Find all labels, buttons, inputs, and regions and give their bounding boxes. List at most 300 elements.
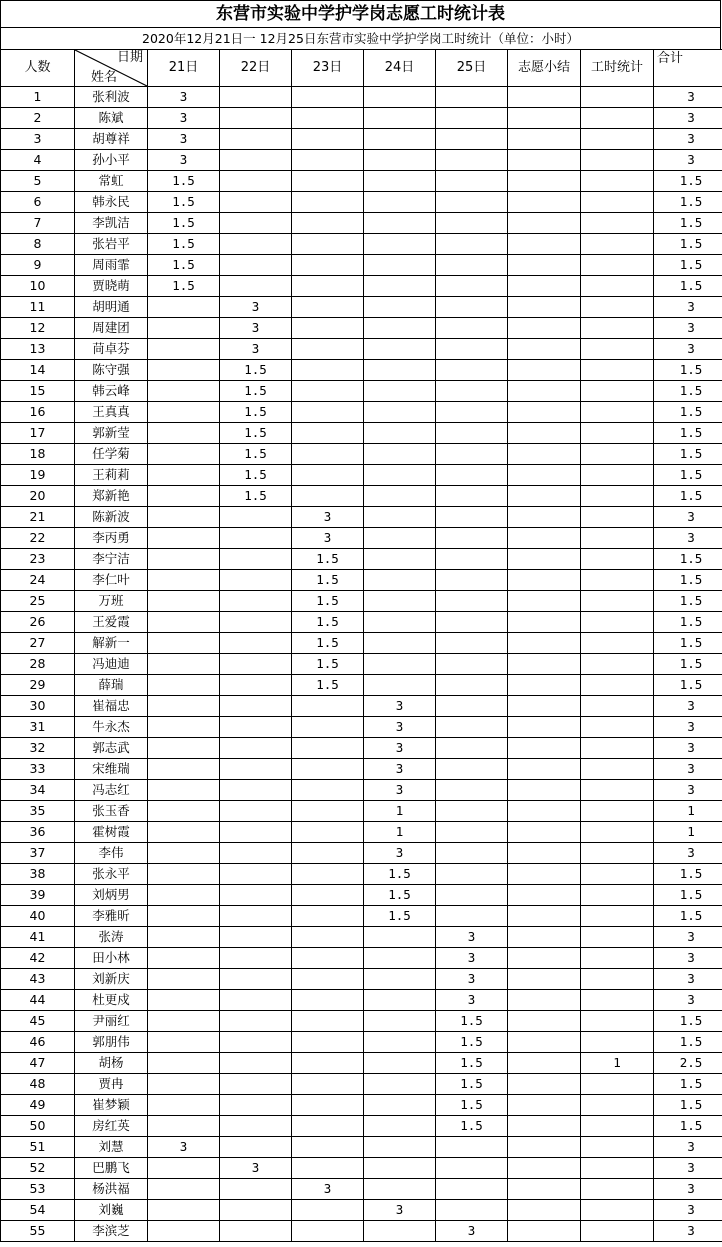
- row-name[interactable]: 杜更戍: [75, 990, 148, 1011]
- row-name[interactable]: 薛瑞: [75, 675, 148, 696]
- row-day-21[interactable]: [148, 759, 220, 780]
- row-day-25[interactable]: 1.5: [436, 1011, 508, 1032]
- row-name[interactable]: 张涛: [75, 927, 148, 948]
- row-hours[interactable]: [581, 108, 654, 129]
- row-day-25[interactable]: 3: [436, 927, 508, 948]
- row-name[interactable]: 崔梦颖: [75, 1095, 148, 1116]
- row-day-25[interactable]: [436, 906, 508, 927]
- row-hours[interactable]: [581, 885, 654, 906]
- row-index[interactable]: 34: [1, 780, 75, 801]
- row-summary[interactable]: [508, 276, 581, 297]
- row-summary[interactable]: [508, 780, 581, 801]
- row-hours[interactable]: [581, 654, 654, 675]
- row-index[interactable]: 28: [1, 654, 75, 675]
- row-day-25[interactable]: [436, 213, 508, 234]
- row-day-24[interactable]: [364, 1053, 436, 1074]
- row-day-23[interactable]: 1.5: [292, 633, 364, 654]
- row-hours[interactable]: [581, 129, 654, 150]
- row-day-23[interactable]: [292, 801, 364, 822]
- row-hours[interactable]: [581, 1074, 654, 1095]
- row-total[interactable]: 3: [654, 780, 722, 801]
- row-summary[interactable]: [508, 1053, 581, 1074]
- row-hours[interactable]: [581, 255, 654, 276]
- row-total[interactable]: 1.5: [654, 906, 722, 927]
- row-total[interactable]: 3: [654, 1137, 722, 1158]
- row-summary[interactable]: [508, 1032, 581, 1053]
- row-summary[interactable]: [508, 1137, 581, 1158]
- row-day-23[interactable]: 3: [292, 528, 364, 549]
- row-day-22[interactable]: [220, 1200, 292, 1221]
- row-summary[interactable]: [508, 402, 581, 423]
- row-day-21[interactable]: [148, 1200, 220, 1221]
- row-summary[interactable]: [508, 150, 581, 171]
- row-hours[interactable]: [581, 1137, 654, 1158]
- row-day-23[interactable]: [292, 1200, 364, 1221]
- row-day-24[interactable]: 1: [364, 801, 436, 822]
- row-summary[interactable]: [508, 297, 581, 318]
- row-name[interactable]: 孙小平: [75, 150, 148, 171]
- row-index[interactable]: 52: [1, 1158, 75, 1179]
- row-day-23[interactable]: [292, 948, 364, 969]
- row-day-21[interactable]: [148, 633, 220, 654]
- row-index[interactable]: 35: [1, 801, 75, 822]
- row-day-21[interactable]: [148, 1032, 220, 1053]
- row-day-25[interactable]: 3: [436, 948, 508, 969]
- row-day-24[interactable]: [364, 654, 436, 675]
- row-day-24[interactable]: [364, 381, 436, 402]
- row-day-22[interactable]: [220, 1011, 292, 1032]
- row-day-22[interactable]: [220, 843, 292, 864]
- row-day-22[interactable]: 1.5: [220, 444, 292, 465]
- row-name[interactable]: 李凯洁: [75, 213, 148, 234]
- row-hours[interactable]: [581, 969, 654, 990]
- row-index[interactable]: 1: [1, 87, 75, 108]
- row-day-25[interactable]: [436, 318, 508, 339]
- row-day-25[interactable]: 1.5: [436, 1116, 508, 1137]
- row-name[interactable]: 周建团: [75, 318, 148, 339]
- row-day-22[interactable]: [220, 780, 292, 801]
- row-day-23[interactable]: 1.5: [292, 612, 364, 633]
- row-day-23[interactable]: [292, 990, 364, 1011]
- row-day-23[interactable]: [292, 171, 364, 192]
- row-summary[interactable]: [508, 801, 581, 822]
- row-index[interactable]: 11: [1, 297, 75, 318]
- row-total[interactable]: 3: [654, 108, 722, 129]
- row-day-25[interactable]: [436, 276, 508, 297]
- row-day-25[interactable]: [436, 633, 508, 654]
- row-summary[interactable]: [508, 129, 581, 150]
- row-day-23[interactable]: [292, 1158, 364, 1179]
- row-total[interactable]: 1.5: [654, 549, 722, 570]
- row-day-22[interactable]: [220, 171, 292, 192]
- row-hours[interactable]: [581, 990, 654, 1011]
- row-name[interactable]: 任学菊: [75, 444, 148, 465]
- row-hours[interactable]: [581, 234, 654, 255]
- row-name[interactable]: 郭志武: [75, 738, 148, 759]
- row-name[interactable]: 陈守强: [75, 360, 148, 381]
- row-summary[interactable]: [508, 675, 581, 696]
- row-day-21[interactable]: [148, 948, 220, 969]
- row-day-21[interactable]: [148, 969, 220, 990]
- row-day-25[interactable]: [436, 192, 508, 213]
- row-day-22[interactable]: [220, 990, 292, 1011]
- row-day-21[interactable]: [148, 717, 220, 738]
- row-hours[interactable]: [581, 570, 654, 591]
- row-day-24[interactable]: [364, 171, 436, 192]
- row-day-24[interactable]: 1.5: [364, 864, 436, 885]
- row-day-24[interactable]: [364, 213, 436, 234]
- row-day-25[interactable]: [436, 780, 508, 801]
- row-day-21[interactable]: [148, 612, 220, 633]
- row-summary[interactable]: [508, 612, 581, 633]
- row-day-22[interactable]: [220, 738, 292, 759]
- row-name[interactable]: 胡明通: [75, 297, 148, 318]
- row-day-21[interactable]: [148, 822, 220, 843]
- row-total[interactable]: 1.5: [654, 234, 722, 255]
- row-total[interactable]: 1.5: [654, 255, 722, 276]
- row-day-24[interactable]: 3: [364, 717, 436, 738]
- row-summary[interactable]: [508, 1074, 581, 1095]
- row-day-25[interactable]: [436, 717, 508, 738]
- row-hours[interactable]: [581, 192, 654, 213]
- row-day-22[interactable]: 1.5: [220, 381, 292, 402]
- row-hours[interactable]: [581, 360, 654, 381]
- row-summary[interactable]: [508, 906, 581, 927]
- row-day-25[interactable]: [436, 381, 508, 402]
- row-index[interactable]: 53: [1, 1179, 75, 1200]
- row-day-24[interactable]: [364, 234, 436, 255]
- row-summary[interactable]: [508, 633, 581, 654]
- row-summary[interactable]: [508, 591, 581, 612]
- row-day-21[interactable]: 1.5: [148, 192, 220, 213]
- row-total[interactable]: 1.5: [654, 213, 722, 234]
- row-day-21[interactable]: [148, 1116, 220, 1137]
- row-day-21[interactable]: [148, 402, 220, 423]
- row-day-24[interactable]: 3: [364, 738, 436, 759]
- row-hours[interactable]: [581, 87, 654, 108]
- row-day-24[interactable]: [364, 927, 436, 948]
- row-hours[interactable]: [581, 318, 654, 339]
- row-total[interactable]: 3: [654, 1200, 722, 1221]
- row-day-24[interactable]: [364, 1137, 436, 1158]
- row-index[interactable]: 36: [1, 822, 75, 843]
- row-day-21[interactable]: [148, 654, 220, 675]
- row-day-25[interactable]: [436, 759, 508, 780]
- row-index[interactable]: 50: [1, 1116, 75, 1137]
- row-day-23[interactable]: [292, 192, 364, 213]
- row-index[interactable]: 33: [1, 759, 75, 780]
- row-day-22[interactable]: [220, 1032, 292, 1053]
- row-day-25[interactable]: [436, 234, 508, 255]
- row-day-24[interactable]: [364, 969, 436, 990]
- row-day-25[interactable]: [436, 654, 508, 675]
- row-day-22[interactable]: 3: [220, 1158, 292, 1179]
- row-day-21[interactable]: 3: [148, 87, 220, 108]
- row-day-24[interactable]: [364, 444, 436, 465]
- row-day-21[interactable]: [148, 444, 220, 465]
- row-hours[interactable]: [581, 528, 654, 549]
- row-day-23[interactable]: [292, 1053, 364, 1074]
- row-hours[interactable]: [581, 213, 654, 234]
- row-index[interactable]: 14: [1, 360, 75, 381]
- row-name[interactable]: 胡杨: [75, 1053, 148, 1074]
- row-day-25[interactable]: [436, 1137, 508, 1158]
- row-total[interactable]: 1.5: [654, 885, 722, 906]
- row-day-25[interactable]: [436, 150, 508, 171]
- row-day-21[interactable]: 1.5: [148, 255, 220, 276]
- row-day-25[interactable]: [436, 297, 508, 318]
- row-hours[interactable]: [581, 738, 654, 759]
- row-summary[interactable]: [508, 990, 581, 1011]
- row-day-23[interactable]: 1.5: [292, 675, 364, 696]
- row-name[interactable]: 王莉莉: [75, 465, 148, 486]
- row-summary[interactable]: [508, 1158, 581, 1179]
- row-summary[interactable]: [508, 423, 581, 444]
- row-day-25[interactable]: [436, 549, 508, 570]
- row-day-24[interactable]: [364, 507, 436, 528]
- row-index[interactable]: 43: [1, 969, 75, 990]
- row-total[interactable]: 1.5: [654, 360, 722, 381]
- row-hours[interactable]: [581, 465, 654, 486]
- row-name[interactable]: 郭朋伟: [75, 1032, 148, 1053]
- row-total[interactable]: 1.5: [654, 675, 722, 696]
- row-name[interactable]: 韩云峰: [75, 381, 148, 402]
- row-name[interactable]: 李宁洁: [75, 549, 148, 570]
- row-hours[interactable]: [581, 717, 654, 738]
- row-day-22[interactable]: [220, 906, 292, 927]
- row-day-22[interactable]: [220, 1137, 292, 1158]
- row-name[interactable]: 张永平: [75, 864, 148, 885]
- row-hours[interactable]: [581, 801, 654, 822]
- row-day-24[interactable]: 3: [364, 759, 436, 780]
- row-day-25[interactable]: [436, 822, 508, 843]
- row-day-25[interactable]: [436, 486, 508, 507]
- row-day-25[interactable]: [436, 843, 508, 864]
- row-day-24[interactable]: [364, 360, 436, 381]
- row-day-22[interactable]: [220, 822, 292, 843]
- row-hours[interactable]: [581, 1095, 654, 1116]
- row-day-22[interactable]: [220, 1053, 292, 1074]
- row-index[interactable]: 21: [1, 507, 75, 528]
- row-day-25[interactable]: [436, 696, 508, 717]
- row-day-22[interactable]: [220, 108, 292, 129]
- row-index[interactable]: 6: [1, 192, 75, 213]
- row-day-21[interactable]: [148, 486, 220, 507]
- row-day-21[interactable]: 1.5: [148, 234, 220, 255]
- row-index[interactable]: 20: [1, 486, 75, 507]
- row-day-21[interactable]: [148, 885, 220, 906]
- row-day-23[interactable]: [292, 150, 364, 171]
- row-index[interactable]: 42: [1, 948, 75, 969]
- row-summary[interactable]: [508, 486, 581, 507]
- row-name[interactable]: 万班: [75, 591, 148, 612]
- row-day-21[interactable]: [148, 780, 220, 801]
- row-index[interactable]: 41: [1, 927, 75, 948]
- row-day-21[interactable]: [148, 990, 220, 1011]
- row-name[interactable]: 房红英: [75, 1116, 148, 1137]
- row-day-24[interactable]: 1.5: [364, 906, 436, 927]
- row-day-25[interactable]: 3: [436, 990, 508, 1011]
- row-day-24[interactable]: [364, 612, 436, 633]
- row-summary[interactable]: [508, 528, 581, 549]
- row-index[interactable]: 12: [1, 318, 75, 339]
- row-day-23[interactable]: [292, 108, 364, 129]
- row-day-22[interactable]: [220, 591, 292, 612]
- row-day-21[interactable]: 3: [148, 1137, 220, 1158]
- row-day-22[interactable]: 1.5: [220, 402, 292, 423]
- row-day-21[interactable]: [148, 507, 220, 528]
- row-total[interactable]: 3: [654, 507, 722, 528]
- row-day-24[interactable]: [364, 1158, 436, 1179]
- row-summary[interactable]: [508, 1179, 581, 1200]
- row-day-24[interactable]: [364, 1116, 436, 1137]
- row-index[interactable]: 40: [1, 906, 75, 927]
- row-index[interactable]: 44: [1, 990, 75, 1011]
- row-index[interactable]: 26: [1, 612, 75, 633]
- row-total[interactable]: 1.5: [654, 171, 722, 192]
- row-name[interactable]: 张利波: [75, 87, 148, 108]
- row-day-23[interactable]: [292, 885, 364, 906]
- row-day-23[interactable]: [292, 1095, 364, 1116]
- row-summary[interactable]: [508, 654, 581, 675]
- row-day-25[interactable]: 1.5: [436, 1095, 508, 1116]
- row-summary[interactable]: [508, 1116, 581, 1137]
- row-day-22[interactable]: [220, 192, 292, 213]
- row-day-25[interactable]: [436, 801, 508, 822]
- row-summary[interactable]: [508, 885, 581, 906]
- row-total[interactable]: 3: [654, 738, 722, 759]
- row-total[interactable]: 3: [654, 297, 722, 318]
- row-hours[interactable]: [581, 1032, 654, 1053]
- row-day-23[interactable]: [292, 759, 364, 780]
- row-name[interactable]: 李雅昕: [75, 906, 148, 927]
- row-day-21[interactable]: [148, 906, 220, 927]
- row-index[interactable]: 25: [1, 591, 75, 612]
- row-summary[interactable]: [508, 444, 581, 465]
- row-day-25[interactable]: [436, 507, 508, 528]
- row-index[interactable]: 24: [1, 570, 75, 591]
- row-day-22[interactable]: [220, 1179, 292, 1200]
- row-hours[interactable]: 1: [581, 1053, 654, 1074]
- row-day-24[interactable]: [364, 87, 436, 108]
- row-day-25[interactable]: [436, 864, 508, 885]
- row-day-23[interactable]: [292, 255, 364, 276]
- row-day-21[interactable]: [148, 1179, 220, 1200]
- row-index[interactable]: 32: [1, 738, 75, 759]
- row-day-23[interactable]: [292, 360, 364, 381]
- row-day-23[interactable]: [292, 696, 364, 717]
- row-name[interactable]: 韩永民: [75, 192, 148, 213]
- row-name[interactable]: 张玉香: [75, 801, 148, 822]
- row-index[interactable]: 29: [1, 675, 75, 696]
- row-day-23[interactable]: [292, 423, 364, 444]
- row-summary[interactable]: [508, 171, 581, 192]
- row-day-25[interactable]: [436, 444, 508, 465]
- row-day-21[interactable]: [148, 675, 220, 696]
- row-hours[interactable]: [581, 381, 654, 402]
- row-day-23[interactable]: [292, 927, 364, 948]
- row-name[interactable]: 陈斌: [75, 108, 148, 129]
- row-day-25[interactable]: [436, 108, 508, 129]
- row-hours[interactable]: [581, 591, 654, 612]
- row-day-24[interactable]: 1: [364, 822, 436, 843]
- row-index[interactable]: 45: [1, 1011, 75, 1032]
- row-hours[interactable]: [581, 696, 654, 717]
- row-hours[interactable]: [581, 927, 654, 948]
- row-day-23[interactable]: [292, 444, 364, 465]
- row-hours[interactable]: [581, 1179, 654, 1200]
- row-index[interactable]: 39: [1, 885, 75, 906]
- row-summary[interactable]: [508, 339, 581, 360]
- row-total[interactable]: 1.5: [654, 570, 722, 591]
- row-day-24[interactable]: [364, 549, 436, 570]
- row-day-22[interactable]: 3: [220, 339, 292, 360]
- row-day-25[interactable]: [436, 465, 508, 486]
- row-summary[interactable]: [508, 1200, 581, 1221]
- row-day-23[interactable]: [292, 276, 364, 297]
- row-day-25[interactable]: [436, 738, 508, 759]
- row-total[interactable]: 3: [654, 969, 722, 990]
- row-summary[interactable]: [508, 465, 581, 486]
- row-hours[interactable]: [581, 402, 654, 423]
- row-day-24[interactable]: [364, 297, 436, 318]
- row-day-24[interactable]: [364, 1179, 436, 1200]
- row-name[interactable]: 郭新莹: [75, 423, 148, 444]
- row-index[interactable]: 10: [1, 276, 75, 297]
- row-day-22[interactable]: [220, 1095, 292, 1116]
- row-summary[interactable]: [508, 738, 581, 759]
- row-day-24[interactable]: [364, 318, 436, 339]
- row-day-23[interactable]: [292, 1116, 364, 1137]
- row-day-24[interactable]: [364, 948, 436, 969]
- row-day-21[interactable]: [148, 1074, 220, 1095]
- row-name[interactable]: 李伟: [75, 843, 148, 864]
- row-day-22[interactable]: [220, 1074, 292, 1095]
- row-day-22[interactable]: 1.5: [220, 423, 292, 444]
- row-total[interactable]: 3: [654, 339, 722, 360]
- row-day-24[interactable]: [364, 150, 436, 171]
- row-hours[interactable]: [581, 150, 654, 171]
- row-day-25[interactable]: 1.5: [436, 1053, 508, 1074]
- row-index[interactable]: 54: [1, 1200, 75, 1221]
- row-total[interactable]: 1.5: [654, 192, 722, 213]
- row-hours[interactable]: [581, 1221, 654, 1242]
- row-day-21[interactable]: 3: [148, 129, 220, 150]
- row-name[interactable]: 刘新庆: [75, 969, 148, 990]
- row-day-24[interactable]: [364, 423, 436, 444]
- row-hours[interactable]: [581, 1200, 654, 1221]
- row-total[interactable]: 1: [654, 801, 722, 822]
- row-hours[interactable]: [581, 948, 654, 969]
- row-day-24[interactable]: [364, 528, 436, 549]
- row-day-23[interactable]: [292, 738, 364, 759]
- row-hours[interactable]: [581, 339, 654, 360]
- row-index[interactable]: 8: [1, 234, 75, 255]
- row-day-21[interactable]: [148, 465, 220, 486]
- row-hours[interactable]: [581, 864, 654, 885]
- row-hours[interactable]: [581, 171, 654, 192]
- row-day-23[interactable]: [292, 339, 364, 360]
- row-day-22[interactable]: [220, 717, 292, 738]
- row-summary[interactable]: [508, 864, 581, 885]
- row-hours[interactable]: [581, 507, 654, 528]
- row-day-24[interactable]: [364, 465, 436, 486]
- row-day-21[interactable]: [148, 318, 220, 339]
- row-index[interactable]: 13: [1, 339, 75, 360]
- row-hours[interactable]: [581, 633, 654, 654]
- row-summary[interactable]: [508, 570, 581, 591]
- row-day-25[interactable]: [436, 129, 508, 150]
